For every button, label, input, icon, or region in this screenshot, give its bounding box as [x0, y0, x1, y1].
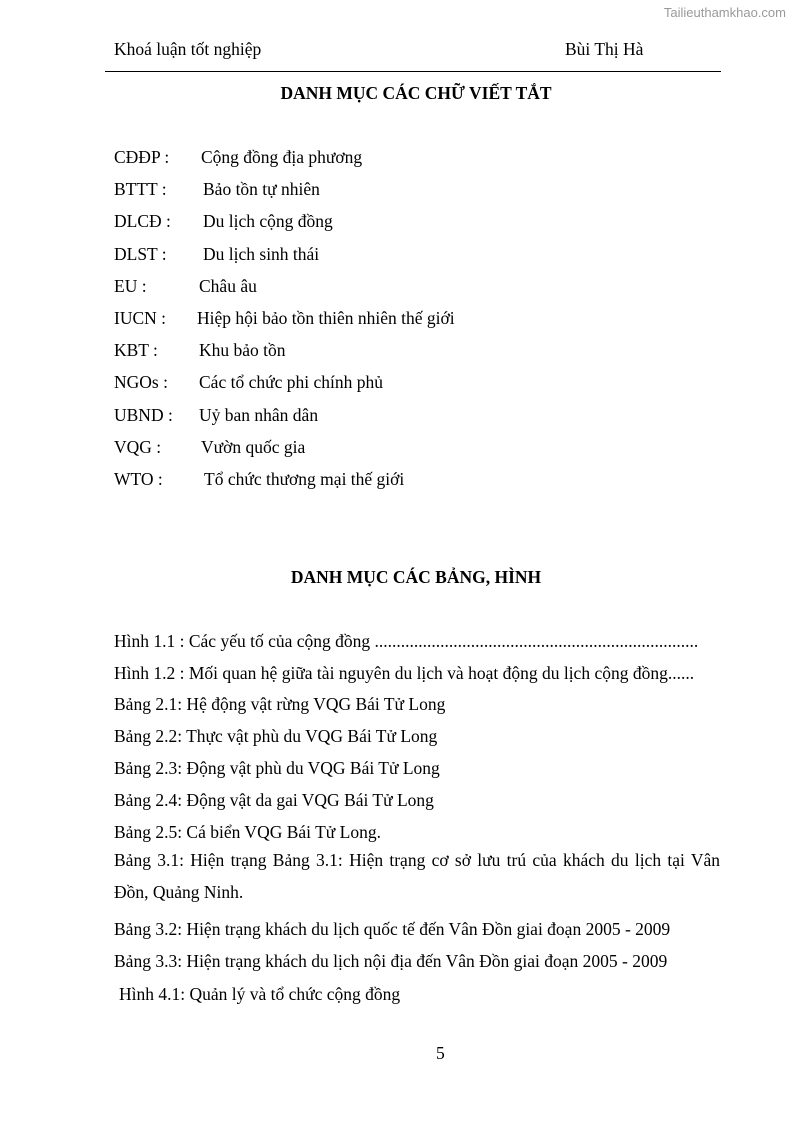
abbreviations-title: DANH MỤC CÁC CHỮ VIẾT TẮT: [280, 83, 552, 103]
abbreviation-term: UBND :: [114, 404, 173, 425]
abbreviation-row: [114, 469, 714, 489]
figure-list-item: Bảng 2.3: Động vật phù du VQG Bái Tử Long: [114, 758, 440, 778]
abbreviation-term: KBT :: [114, 340, 158, 361]
figure-list-item: Hình 1.2 : Mối quan hệ giữa tài nguyên du lịch và hoạt động du lịch cộng đồng......: [114, 663, 695, 683]
abbreviation-definition: Du lịch sinh thái: [203, 243, 320, 264]
abbreviation-row: [114, 308, 714, 328]
abbreviation-definition: Các tổ chức phi chính phủ: [199, 372, 383, 393]
figures-title: DANH MỤC CÁC BẢNG, HÌNH: [290, 567, 542, 587]
abbreviation-row: [114, 372, 714, 392]
header-right: Bùi Thị Hà: [565, 39, 644, 59]
abbreviation-term: CĐĐP :: [114, 147, 170, 167]
abbreviation-definition: Châu âu: [199, 275, 257, 296]
figure-list-item: Bảng 2.5: Cá biển VQG Bái Tử Long.: [114, 822, 381, 842]
watermark: Tailieuthamkhao.com: [663, 5, 786, 20]
abbreviation-row: [114, 276, 714, 296]
abbreviation-row: [114, 211, 714, 231]
page-number: 5: [436, 1043, 445, 1063]
abbreviation-row: [114, 147, 714, 167]
abbreviation-row: [114, 340, 714, 360]
header-left: Khoá luận tốt nghiệp: [114, 39, 262, 59]
abbreviation-definition: Khu bảo tồn: [199, 340, 286, 361]
abbreviation-term: NGOs :: [114, 372, 168, 393]
abbreviation-row: [114, 179, 714, 199]
figure-list-item: Hình 4.1: Quản lý và tổ chức cộng đồng: [119, 984, 401, 1004]
header-divider: [105, 71, 721, 72]
abbreviation-term: WTO :: [114, 469, 163, 489]
figure-list-item: Bảng 3.3: Hiện trạng khách du lịch nội địa đến Vân Đồn giai đoạn 2005 - 2009: [114, 951, 668, 971]
figure-list-item: Bảng 2.4: Động vật da gai VQG Bái Tử Long: [114, 790, 434, 810]
abbreviation-definition: Bảo tồn tự nhiên: [203, 179, 320, 200]
abbreviation-term: VQG :: [114, 436, 162, 457]
abbreviation-term: IUCN :: [114, 308, 167, 328]
figure-list-item: Hình 1.1 : Các yếu tố của cộng đồng ..........................................................................: [114, 631, 699, 651]
figure-list-item: Bảng 3.1: Hiện trạng Bảng 3.1: Hiện trạng cơ sở lưu trú của khách du lịch tại Vân Đồn, Quảng Ninh.: [114, 850, 720, 902]
abbreviation-definition: Du lịch cộng đồng: [203, 211, 333, 232]
abbreviation-definition: Vườn quốc gia: [201, 436, 306, 457]
abbreviation-definition: Cộng đồng địa phương: [201, 147, 363, 167]
abbreviation-row: [114, 244, 714, 264]
abbreviation-definition: Uỷ ban nhân dân: [199, 404, 319, 425]
figure-list-item: Bảng 2.1: Hệ động vật rừng VQG Bái Tử Long: [114, 694, 446, 714]
abbreviation-term: EU :: [114, 275, 147, 296]
abbreviation-row: [114, 437, 714, 457]
abbreviation-term: DLCĐ :: [114, 211, 171, 232]
figure-list-item: Bảng 2.2: Thực vật phù du VQG Bái Tử Long: [114, 726, 438, 746]
abbreviation-term: BTTT :: [114, 179, 167, 200]
abbreviation-term: DLST :: [114, 243, 167, 264]
figure-list-item: Bảng 3.2: Hiện trạng khách du lịch quốc tế đến Vân Đồn giai đoạn 2005 - 2009: [114, 919, 671, 939]
abbreviation-definition: Hiệp hội bảo tồn thiên nhiên thế giới: [197, 308, 455, 328]
abbreviation-row: [114, 405, 714, 425]
abbreviation-definition: Tổ chức thương mại thế giới: [204, 469, 405, 489]
